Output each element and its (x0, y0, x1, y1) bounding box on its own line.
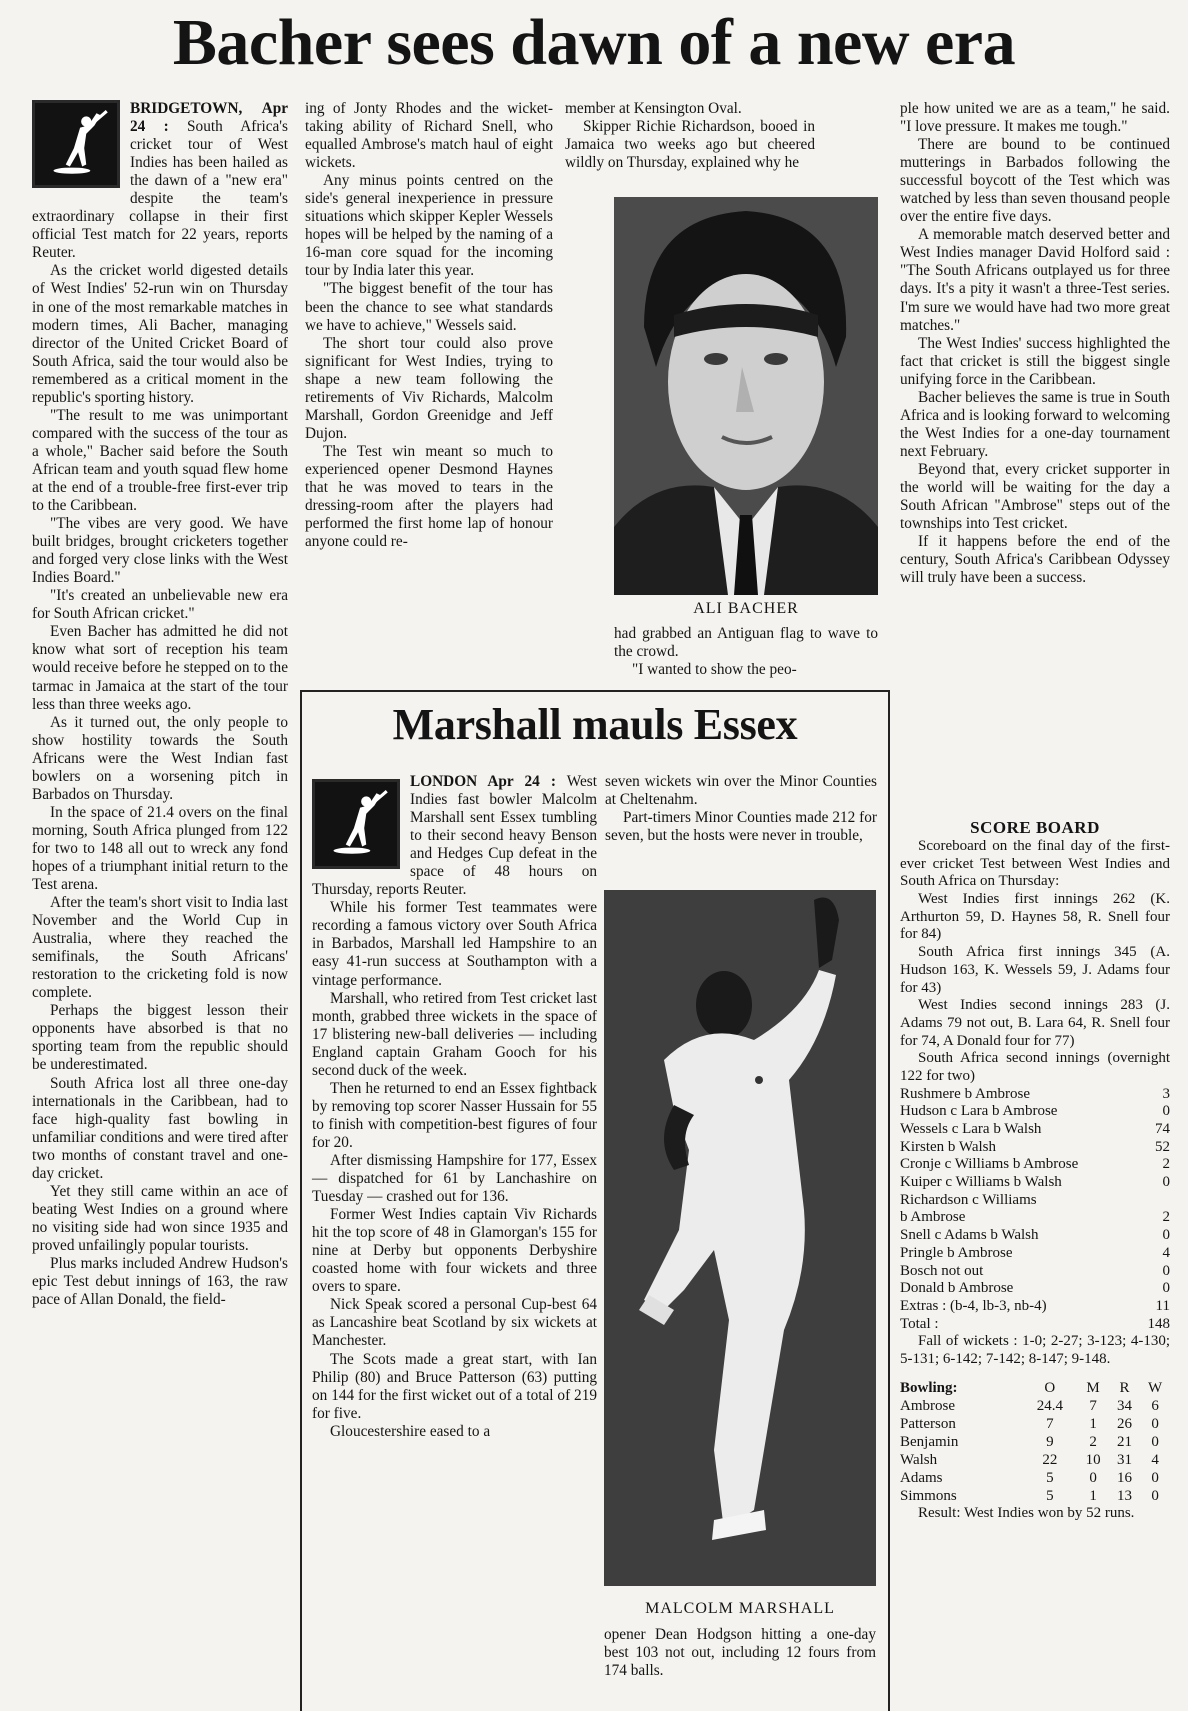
paragraph: Nick Speak scored a personal Cup-best 64 as Lancashire beat Scotland by six wickets at Manchester. (312, 1296, 597, 1350)
batting-list (900, 1086, 1170, 1334)
paragraph: "The vibes are very good. We have built bridges, brought cricketers together and forged very close links with the West Indies Board." (32, 515, 288, 587)
batting-row (900, 1139, 1170, 1157)
batting-row (900, 1121, 1170, 1139)
bowler: Adams (900, 1469, 943, 1486)
paragraph: Former West Indies captain Viv Richards hit the top score of 48 in Glamorgan's 155 for nine at Derby but opponents Derbyshire coasted home with four wickets and three overs to spare. (312, 1206, 597, 1296)
innings-summary: South Africa second innings (overnight 122 for two) (900, 1050, 1170, 1084)
paragraph: While his former Test teammates were recording a famous victory over South Africa in Barbados, Marshall led Hampshire to an easy 41-run success at Southampton with a vintage performance. (312, 899, 597, 989)
paragraph: The Scots made a great start, with Ian Philip (80) and Bruce Patterson (63) putting on 144 for the first wicket out of a total of 219 for five. (312, 1350, 597, 1422)
innings-summary: West Indies second innings 283 (J. Adams 79 not out, B. Lara 64, R. Snell four for 74, A Donald four for 77) (900, 997, 1170, 1049)
bowling-row (900, 1469, 1170, 1487)
batting-row (900, 1280, 1170, 1298)
runs-conceded: 21 (1117, 1433, 1133, 1450)
bowling-header: R (1119, 1379, 1130, 1396)
bowling-header: M (1086, 1379, 1100, 1396)
fall-of-wickets: Fall of wickets : 1-0; 2-27; 3-123; 4-130; 5-131; 6-142; 7-142; 8-147; 9-148. (900, 1333, 1170, 1367)
match-result: Result: West Indies won by 52 runs. (918, 1504, 1135, 1521)
paragraph: opener Dean Hodgson hitting a one-day best 103 not out, including 12 fours from 174 balls. (604, 1626, 876, 1680)
maidens: 2 (1089, 1433, 1097, 1450)
batsman: Wessels c Lara b Walsh (900, 1121, 1042, 1138)
batsman: Snell c Adams b Walsh (900, 1227, 1039, 1244)
paragraph: Marshall, who retired from Test cricket last month, grabbed three wickets in the space of 17 blistering new-ball deliveries — including England captain Graham Gooch for his second duck of the week. (312, 989, 597, 1079)
second-dateline: LONDON Apr 24 : (410, 773, 556, 790)
scoreboard (900, 818, 1170, 1522)
batsman: Total : (900, 1315, 939, 1332)
bowling-row (900, 1451, 1170, 1469)
paragraph: Gloucestershire eased to a (330, 1422, 491, 1440)
paragraph: In the space of 21.4 overs on the final morning, South Africa plunged from 122 for two to 148 all out to wreck any fond hopes of a triumphant initial return to the Test arena. (32, 803, 288, 894)
main-article-column-1 (32, 100, 288, 1309)
bowler: Ambrose (900, 1397, 955, 1414)
innings-summary: West Indies first innings 262 (K. Arthurton 59, D. Haynes 58, R. Snell four for 84) (900, 891, 1170, 943)
batting-row (900, 1298, 1170, 1316)
second-article-column-2 (605, 773, 877, 845)
batting-row (900, 1103, 1170, 1121)
batting-row (900, 1227, 1170, 1245)
batsman: Bosch not out (900, 1262, 984, 1279)
runs: 3 (1162, 1085, 1170, 1102)
paragraph: Plus marks included Andrew Hudson's epic Test debut innings of 163, the raw pace of Allan Donald, the field- (32, 1255, 288, 1309)
runs: 52 (1155, 1138, 1170, 1155)
main-article-column-3-continued (614, 625, 878, 679)
bowling-row (900, 1397, 1170, 1415)
box-top-rule (300, 690, 890, 692)
paragraph: The Test win meant so much to experienced opener Desmond Haynes that he was moved to tears in the dressing-room after the players had performed the first home lap of honour anyone could re- (305, 442, 553, 551)
batsman: Cronje c Williams b Ambrose (900, 1156, 1079, 1173)
paragraph: South Africa lost all three one-day internationals in the Caribbean, had to face high-quality fast bowling in unfamiliar conditions and were tired after two months of constant travel and one-day cricket. (32, 1074, 288, 1182)
wickets: 0 (1151, 1469, 1159, 1486)
paragraph: After the team's short visit to India last November and the World Cup in Australia, where they reached the semifinals, the South Africans' restoration to the cricketing fold is now complete. (32, 894, 288, 1002)
batting-row (900, 1192, 1170, 1210)
runs: 0 (1162, 1103, 1170, 1120)
wickets: 0 (1151, 1487, 1159, 1504)
paragraph: "The biggest benefit of the tour has been the chance to see what standards we have to achieve," Wessels said. (305, 280, 553, 334)
batting-row (900, 1086, 1170, 1104)
paragraph: "The result to me was unimportant compared with the success of the tour as a whole," Bacher said before the South African team and youth squad flew home at the end of a trouble-free first-ever trip to the Caribbean. (32, 406, 288, 515)
bowling-header: Bowling: (900, 1379, 958, 1396)
maidens: 1 (1089, 1487, 1097, 1504)
second-headline: Marshall mauls Essex (392, 700, 798, 749)
main-headline: Bacher sees dawn of a new era (172, 6, 1016, 79)
bowler: Walsh (900, 1451, 938, 1468)
paragraph: Skipper Richie Richardson, booed in Jamaica two weeks ago but cheered wildly on Thursday, explained why he (565, 118, 815, 172)
paragraph: Beyond that, every cricket supporter in the world will be waiting for the day a South African "Ambrose" steps out of the townships into Test cricket. (900, 460, 1170, 533)
runs-conceded: 26 (1117, 1415, 1133, 1432)
runs: 148 (1147, 1315, 1170, 1332)
malcolm-marshall-caption: MALCOLM MARSHALL (645, 1600, 835, 1617)
cricket-logo (312, 779, 400, 869)
bowler: Simmons (900, 1487, 957, 1504)
overs: 7 (1046, 1415, 1054, 1432)
scoreboard-title: SCORE BOARD (970, 818, 1100, 837)
runs: 0 (1162, 1174, 1170, 1191)
batsman: Extras : (b-4, lb-3, nb-4) (900, 1297, 1047, 1314)
bowling-row (900, 1415, 1170, 1433)
second-article-column-1 (312, 773, 597, 1441)
batting-row (900, 1263, 1170, 1281)
paragraph: The short tour could also prove significant for West Indies, trying to shape a new team following the retirements of Viv Richards, Malcolm Marshall, Gordon Greenidge and Jeff Dujon. (305, 334, 553, 442)
wickets: 4 (1151, 1451, 1159, 1468)
batsman: Kuiper c Williams b Walsh (900, 1174, 1062, 1191)
maidens: 0 (1089, 1469, 1097, 1486)
runs: 2 (1162, 1156, 1170, 1173)
box-left-rule (300, 690, 302, 1711)
runs-conceded: 34 (1117, 1397, 1133, 1414)
runs-conceded: 31 (1117, 1451, 1133, 1468)
batting-row (900, 1245, 1170, 1263)
scoreboard-intro: Scoreboard on the final day of the first-ever cricket Test between West Indies and South Africa on Thursday: (900, 838, 1170, 890)
batting-row (900, 1174, 1170, 1192)
paragraph: After dismissing Hampshire for 177, Essex — dispatched for 61 by Lanchashire on Tuesday — crashed out for 136. (312, 1151, 597, 1206)
paragraph: Any minus points centred on the side's general inexperience in pressure situations which skipper Kepler Wessels hopes will be helped by the naming of a 16-man core squad for the incoming tour by India later this year. (305, 172, 553, 280)
runs: 11 (1155, 1297, 1170, 1314)
maidens: 1 (1089, 1415, 1097, 1432)
batting-row (900, 1209, 1170, 1227)
ali-bacher-photo (614, 197, 878, 595)
batsman: Kirsten b Walsh (900, 1138, 997, 1155)
innings-summary: South Africa first innings 345 (A. Hudson 163, K. Wessels 59, J. Adams four for 43) (900, 944, 1170, 996)
paragraph: West Indies fast bowler Malcolm Marshall sent Essex tumbling to their second heavy Benson and Hedges Cup defeat in the space of 48 hours on Thursday, reports Reuter. (312, 773, 597, 899)
batsman: Pringle b Ambrose (900, 1244, 1013, 1261)
paragraph: The West Indies' success highlighted the fact that cricket is still the biggest single unifying force in the Caribbean. (900, 334, 1170, 388)
overs: 5 (1046, 1469, 1054, 1486)
runs: 0 (1162, 1227, 1170, 1244)
batsman: Rushmere b Ambrose (900, 1085, 1030, 1102)
paragraph: Perhaps the biggest lesson their opponents have absorbed is that no sporting team from the republic should be underestimated. (32, 1002, 288, 1074)
box-right-rule (888, 690, 890, 1711)
bowling-header: W (1148, 1379, 1163, 1396)
main-article-column-2 (305, 100, 553, 551)
runs: 2 (1162, 1209, 1170, 1226)
bowler: Patterson (900, 1415, 956, 1432)
paragraph: There are bound to be continued mutterings in Barbados following the successful boycott of the Test which was watched by less than seven thousand people over the entire five days. (900, 136, 1170, 226)
batsman: Richardson c Williams (900, 1191, 1037, 1208)
main-article-column-3 (565, 100, 815, 172)
ali-bacher-caption: ALI BACHER (693, 600, 799, 617)
paragraph: Part-timers Minor Counties made 212 for seven, but the hosts were never in trouble, (605, 809, 877, 845)
runs-conceded: 13 (1117, 1487, 1133, 1504)
main-dateline: BRIDGETOWN, Apr 24 : (130, 100, 288, 136)
paragraph: seven wickets win over the Minor Counties at Cheltenahm. (605, 773, 877, 809)
maidens: 10 (1085, 1451, 1101, 1468)
maidens: 7 (1089, 1397, 1097, 1414)
bowling-table (900, 1379, 1170, 1505)
wickets: 0 (1151, 1433, 1159, 1450)
runs: 74 (1155, 1121, 1170, 1138)
malcolm-marshall-photo (604, 890, 876, 1586)
batsman-icon (315, 782, 397, 866)
batsman: b Ambrose (900, 1209, 966, 1226)
runs: 0 (1162, 1280, 1170, 1297)
paragraph: member at Kensington Oval. (565, 100, 742, 117)
runs-conceded: 16 (1117, 1469, 1133, 1486)
paragraph: "I wanted to show the peo- (632, 661, 797, 679)
wickets: 6 (1151, 1397, 1159, 1414)
paragraph: had grabbed an Antiguan flag to wave to the crowd. (614, 625, 878, 661)
second-article-column-2-continued (604, 1626, 876, 1680)
cricket-logo (32, 100, 120, 188)
bowling-header-row (900, 1379, 1170, 1397)
paragraph: Bacher believes the same is true in South Africa and is looking forward to welcoming the West Indies for a one-day tournament next February. (900, 388, 1170, 460)
paragraph: ple how united we are as a team," he said. "I love pressure. It makes me tough." (900, 100, 1170, 136)
paragraph: "It's created an unbelievable new era for South African cricket." (32, 587, 288, 623)
paragraph: ing of Jonty Rhodes and the wicket-taking ability of Richard Snell, who equalled Ambrose's match haul of eight wickets. (305, 100, 553, 172)
paragraph: If it happens before the end of the century, South Africa's Caribbean Odyssey will truly have been a success. (900, 533, 1170, 587)
batsman-icon (35, 103, 117, 185)
batting-row (900, 1316, 1170, 1334)
paragraph: A memorable match deserved better and West Indies manager David Holford said : "The South Africans outplayed us for three days. It's a pity it wasn't a three-Test series. I'm sure we would have had two more great matches." (900, 226, 1170, 334)
batsman: Donald b Ambrose (900, 1280, 1014, 1297)
runs: 0 (1162, 1262, 1170, 1279)
bowling-row (900, 1487, 1170, 1505)
batting-row (900, 1156, 1170, 1174)
bowling-row (900, 1433, 1170, 1451)
main-article-column-4 (900, 100, 1170, 587)
paragraph: South Africa's cricket tour of West Indies has been hailed as the dawn of a "new era" despite the team's extraordinary collapse in their first official Test match for 22 years, reports Reuter. (32, 118, 288, 262)
wickets: 0 (1151, 1415, 1159, 1432)
overs: 9 (1046, 1433, 1054, 1450)
paragraph: Yet they still came within an ace of beating West Indies on a ground where no visiting side had won since 1935 and proved unfailingly popular tourists. (32, 1182, 288, 1254)
paragraph: As it turned out, the only people to show hostility towards the South Africans were the West Indian fast bowlers on a worsening pitch in Barbados on Thursday. (32, 713, 288, 803)
bowling-header: O (1044, 1379, 1056, 1396)
bowler: Benjamin (900, 1433, 959, 1450)
paragraph: Then he returned to end an Essex fightback by removing top scorer Nasser Hussain for 55 to finish with competition-best figures of four for 20. (312, 1079, 597, 1151)
overs: 5 (1046, 1487, 1054, 1504)
overs: 22 (1042, 1451, 1058, 1468)
paragraph: Even Bacher has admitted he did not know what sort of reception his team would receive before he stepped on to the tarmac in Jamaica at the start of the tour less than three weeks ago. (32, 623, 288, 713)
paragraph: As the cricket world digested details of West Indies' 52-run win on Thursday in one of the most remarkable matches in modern times, Ali Bacher, managing director of the United Cricket Board of South Africa, said the tour would also be remembered as a critical moment in the republic's sporting history. (32, 262, 288, 406)
overs: 24.4 (1036, 1397, 1063, 1414)
batsman: Hudson c Lara b Ambrose (900, 1103, 1058, 1120)
runs: 4 (1162, 1244, 1170, 1261)
